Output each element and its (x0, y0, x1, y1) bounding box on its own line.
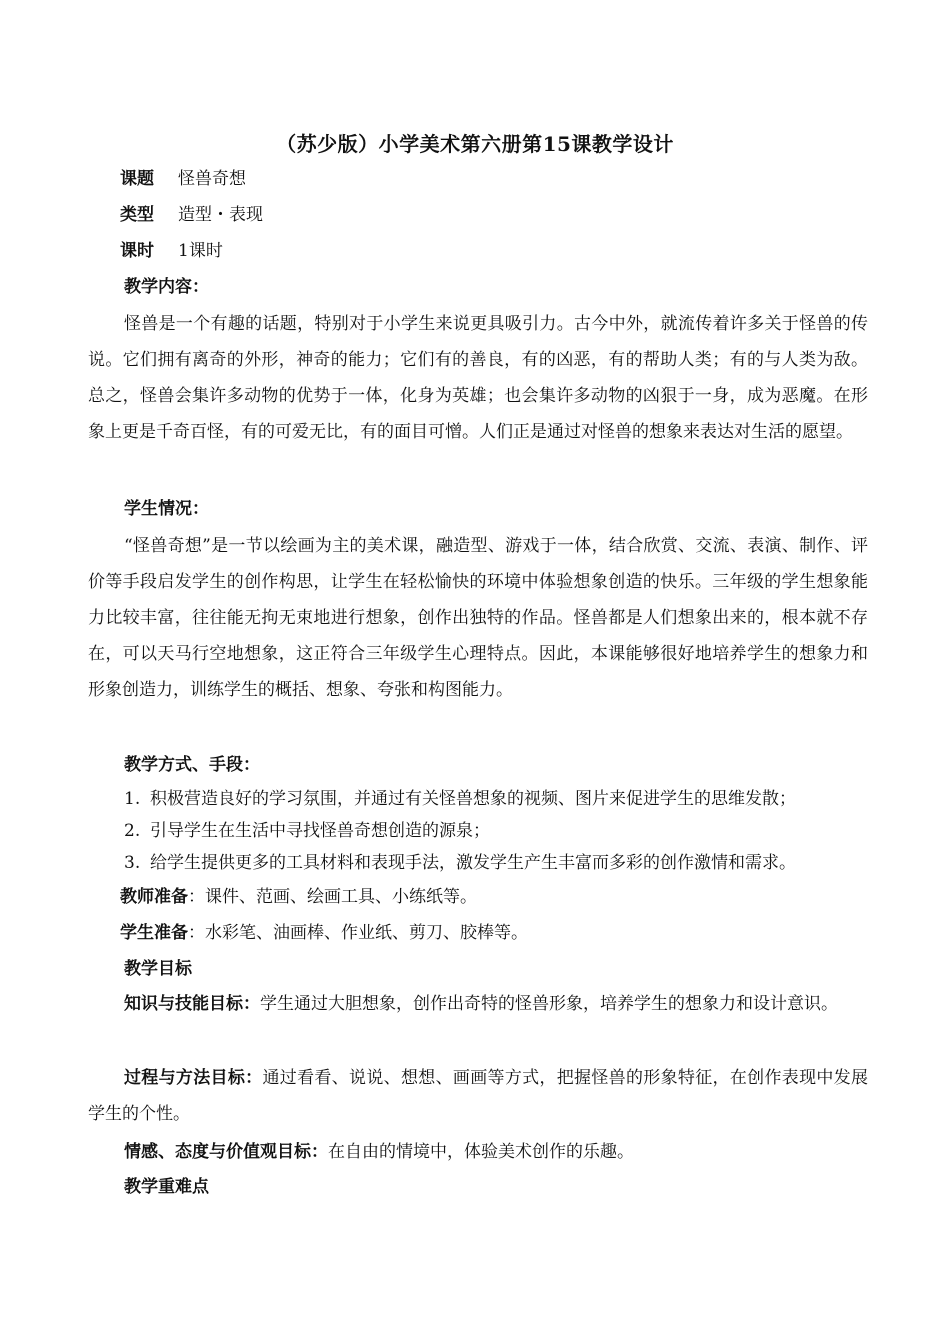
meta-type-key: 类型 (120, 205, 154, 225)
meta-hours (120, 238, 223, 264)
students-heading: 学生情况： (124, 499, 209, 519)
students-paragraph: “怪兽奇想”是一节以绘画为主的美术课，融造型、游戏于一体，结合欣赏、交流、表演、制作、评价等手段启发学生的创作构思，让学生在轻松愉快的环境中体验想象创造的快乐。三年级的学生想象能力比较丰富，往往能无拘无束地进行想象，创作出独特的作品。怪兽都是人们想象出来的，根本就不存在，可以天马行空地想象，这正符合三年级学生心理特点。因此，本课能够很好地培养学生的想象力和形象创造力，训练学生的概括、想象、夸张和构图能力。 (88, 536, 868, 700)
method-item (124, 818, 884, 844)
goal-emotion (88, 1134, 868, 1170)
goal-process-text: 通过看看、说说、想想、画画等方式，把握怪兽的形象特征，在创作表现中发展学生的个性。 (88, 1068, 869, 1124)
goal-knowledge (88, 986, 868, 1022)
content-heading: 教学内容： (124, 277, 209, 297)
method-item-text: 给学生提供更多的工具材料和表现手法，激发学生产生丰富而多彩的创作激情和需求。 (150, 853, 796, 873)
meta-hours-key: 课时 (120, 241, 154, 261)
key-points-heading: 教学重难点 (124, 1177, 209, 1197)
meta-type (120, 202, 263, 228)
method-item (124, 786, 884, 812)
goal-process-label: 过程与方法目标： (124, 1068, 263, 1088)
goal-emotion-text: 在自由的情境中，体验美术创作的乐趣。 (328, 1142, 634, 1162)
method-item-number: 3. (124, 853, 141, 873)
goal-knowledge-text: 学生通过大胆想象，创作出奇特的怪兽形象，培养学生的想象力和设计意识。 (260, 994, 838, 1014)
meta-topic-value: 怪兽奇想 (178, 169, 246, 189)
teacher-prep-label: 教师准备 (120, 887, 188, 907)
goal-emotion-label: 情感、态度与价值观目标： (124, 1142, 328, 1162)
meta-topic (120, 166, 246, 192)
meta-type-value: 造型・表现 (178, 205, 263, 225)
meta-hours-value: 1课时 (178, 241, 223, 261)
content-paragraph: 怪兽是一个有趣的话题，特别对于小学生来说更具吸引力。古今中外，就流传着许多关于怪兽的传说。它们拥有离奇的外形，神奇的能力；它们有的善良，有的凶恶，有的帮助人类；有的与人类为敌。总之，怪兽会集许多动物的优势于一体，化身为英雄；也会集许多动物的凶狠于一身，成为恶魔。在形象上更是千奇百怪，有的可爱无比，有的面目可憎。人们正是通过对怪兽的想象来表达对生活的愿望。 (88, 314, 868, 442)
methods-heading: 教学方式、手段： (124, 755, 260, 775)
method-item (124, 850, 884, 876)
method-item-text: 引导学生在生活中寻找怪兽奇想创造的源泉； (150, 821, 490, 841)
student-prep-text: ：水彩笔、油画棒、作业纸、剪刀、胶棒等。 (188, 923, 528, 943)
teacher-prep (120, 884, 477, 910)
goal-knowledge-label: 知识与技能目标： (124, 994, 260, 1014)
goals-heading: 教学目标 (124, 959, 192, 979)
student-prep (120, 920, 528, 946)
method-item-text: 积极营造良好的学习氛围，并通过有关怪兽想象的视频、图片来促进学生的思维发散； (150, 789, 796, 809)
teacher-prep-text: ：课件、范画、绘画工具、小练纸等。 (188, 887, 477, 907)
document-title: （苏少版）小学美术第六册第15课教学设计 (276, 132, 674, 156)
student-prep-label: 学生准备 (120, 923, 188, 943)
goal-process (88, 1060, 868, 1132)
meta-topic-key: 课题 (120, 169, 154, 189)
method-item-number: 1. (124, 789, 141, 809)
method-item-number: 2. (124, 821, 141, 841)
